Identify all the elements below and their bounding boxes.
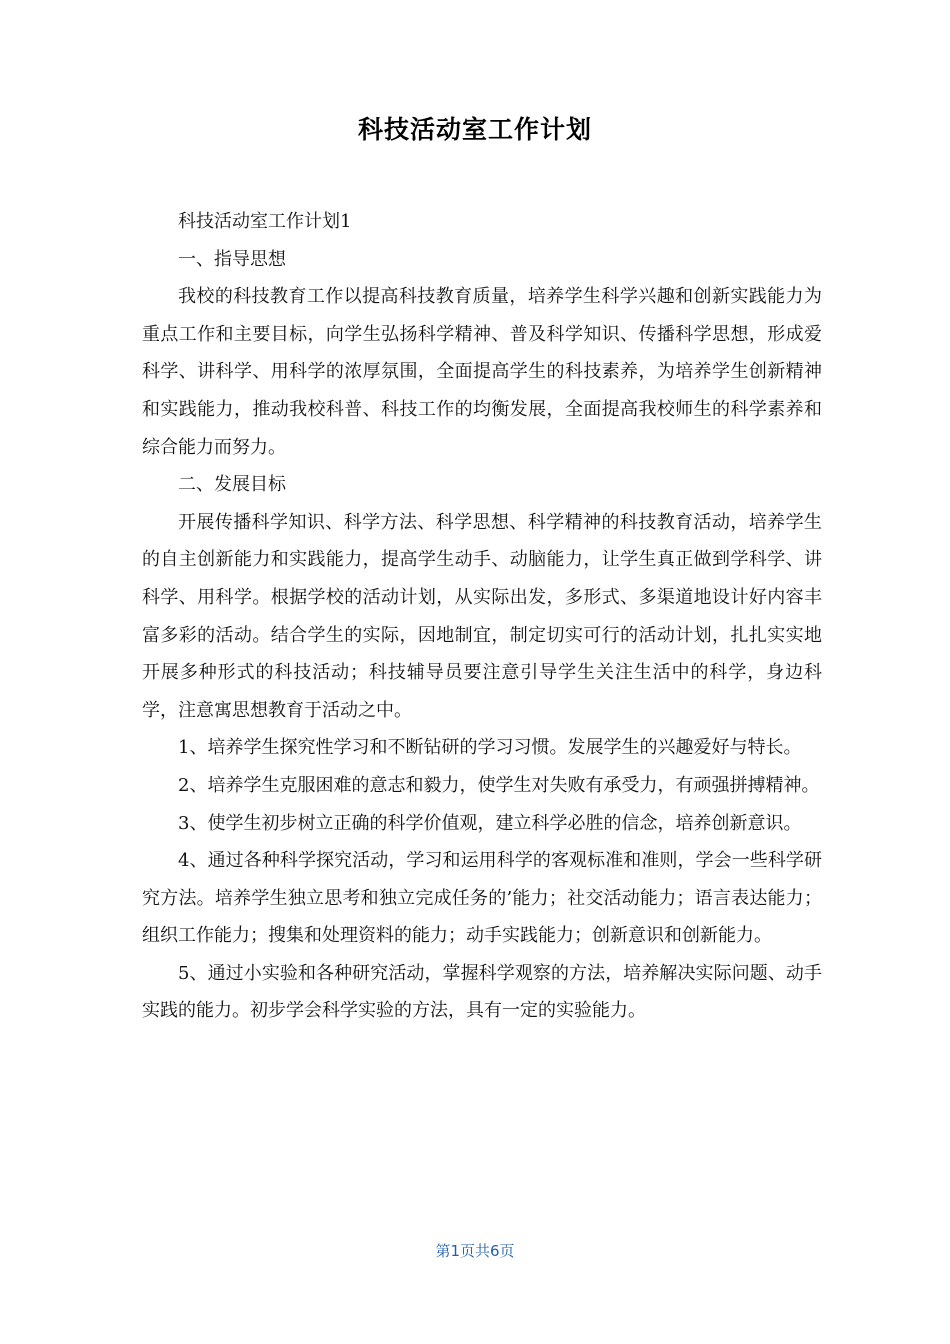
page-indicator: 第1页共6页 <box>435 1242 515 1260</box>
section-heading: 一、指导思想 <box>178 248 286 270</box>
list-item: 4、通过各种科学探究活动，学习和运用科学的客观标准和准则，学会一些科学研究方法。培养学生独立思考和独立完成任务的’能力；社交活动能力；语言表达能力；组织工作能力；搜集和处理资料的能力；动手实践能力；创新意识和创新能力。 <box>142 850 822 947</box>
list-item: 2、培养学生克服困难的意志和毅力，使学生对失败有承受力，有顽强拼搏精神。 <box>178 774 820 796</box>
body-paragraph: 开展传播科学知识、科学方法、科学思想、科学精神的科技教育活动，培养学生的自主创新能力和实践能力，提高学生动手、动脑能力，让学生真正做到学科学、讲科学、用科学。根据学校的活动计划，从实际出发，多形式、多渠道地设计好内容丰富多彩的活动。结合学生的实际，因地制宜，制定切实可行的活动计划，扎扎实实地开展多种形式的科技活动；科技辅导员要注意引导学生关注生活中的科学，身边科学，注意寓思想教育于活动之中。 <box>142 511 822 721</box>
list-item: 3、使学生初步树立正确的科学价值观，建立科学必胜的信念，培养创新意识。 <box>178 812 802 834</box>
body-paragraph: 我校的科技教育工作以提高科技教育质量，培养学生科学兴趣和创新实践能力为重点工作和主要目标，向学生弘扬科学精神、普及科学知识、传播科学思想，形成爱科学、讲科学、用科学的浓厚氛围，全面提高学生的科技素养，为培养学生创新精神和实践能力，推动我校科普、科技工作的均衡发展，全面提高我校师生的科学素养和综合能力而努力。 <box>142 286 822 458</box>
list-item: 5、通过小实验和各种研究活动，掌握科学观察的方法，培养解决实际问题、动手实践的能力。初步学会科学实验的方法，具有一定的实验能力。 <box>142 962 822 1022</box>
section-heading: 科技活动室工作计划1 <box>178 211 352 232</box>
document-body <box>142 203 822 1030</box>
list-item: 1、培养学生探究性学习和不断钻研的学习习惯。发展学生的兴趣爱好与特长。 <box>178 737 802 759</box>
document-title: 科技活动室工作计划 <box>357 115 592 144</box>
section-heading: 二、发展目标 <box>178 474 286 496</box>
